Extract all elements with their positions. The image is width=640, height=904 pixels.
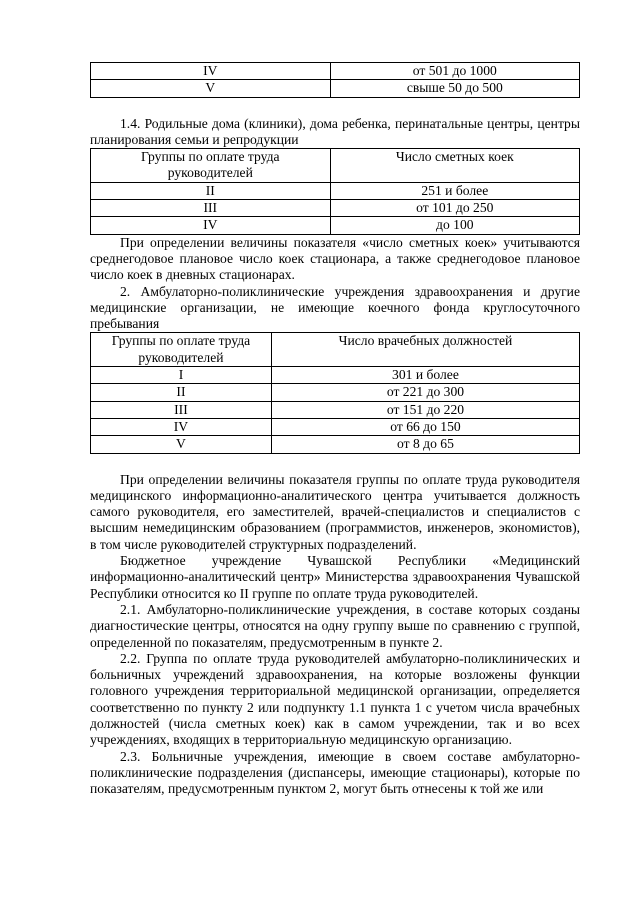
table-cell-group: IV — [91, 418, 272, 435]
header-positions: Число врачебных должностей — [271, 333, 579, 367]
table-row — [91, 200, 580, 217]
table-cell-value: от 101 до 250 — [330, 200, 579, 217]
table-row — [91, 80, 580, 97]
paragraph-2-3: 2.3. Больничные учреждения, имеющие в своем составе амбулаторно-поликлинические подразделения (диспансеры, имеющие стационары), которые по показателям, предусмотренным пунктом 2, могут быть отнесены к той же или — [90, 748, 580, 797]
table-cell-group: V — [91, 436, 272, 453]
maternity-table — [90, 148, 580, 234]
table-cell-group: I — [91, 367, 272, 384]
table-cell-value: от 501 до 1000 — [330, 63, 579, 80]
table-cell-group: V — [91, 80, 331, 97]
table-cell-value: 251 и более — [330, 182, 579, 199]
paragraph-budget-institution: Бюджетное учреждение Чувашской Республики «Медицинский информационно-аналитический центр» Министерства здравоохранения Чувашской Республики относится ко II группе по оплате труда руководителей. — [90, 553, 580, 601]
table-cell-value: от 66 до 150 — [271, 418, 579, 435]
paragraph-2-2: 2.2. Группа по оплате труда руководителей амбулаторно-поликлинических и больничных учреждений здравоохранения, на которые возложены функции головного учреждения территориальной медицинской организации, определяется соответственно по пункту 2 или подпункту 1.1 пункта 1 с учетом числа врачебных должностей (числа сметных коек) как в самом учреждении, так и во всех учреждениях, входящих в территориальную медицинскую организацию. — [90, 650, 580, 748]
table-cell-group: II — [91, 182, 331, 199]
document-page — [90, 62, 580, 797]
table-row — [91, 182, 580, 199]
table-header-row — [91, 149, 580, 183]
table-cell-value: от 221 до 300 — [271, 384, 579, 401]
table-cell-group: II — [91, 384, 272, 401]
table-cell-value: от 151 до 220 — [271, 401, 579, 418]
table-row — [91, 436, 580, 453]
table-row — [91, 418, 580, 435]
header-groups: Группы по оплате труда руководителей — [91, 149, 331, 183]
table-cell-group: III — [91, 401, 272, 418]
table-header-row — [91, 333, 580, 367]
table-row — [91, 367, 580, 384]
section-2-heading: 2. Амбулаторно-поликлинические учреждения здравоохранения и другие медицинские организации, не имеющие коечного фонда круглосуточного пребывания — [90, 283, 580, 332]
paragraph-2-1: 2.1. Амбулаторно-поликлинические учреждения, в составе которых созданы диагностические центры, относятся на одну группу выше по сравнению с группой, определенной по показателям, предусмотренным в пункте 2. — [90, 601, 580, 650]
table-continued — [90, 62, 580, 98]
table-cell-group: IV — [91, 217, 331, 234]
table-cell-value: от 8 до 65 — [271, 436, 579, 453]
table-row — [91, 63, 580, 80]
table-row — [91, 217, 580, 234]
table-row — [91, 384, 580, 401]
section-1-4-heading: 1.4. Родильные дома (клиники), дома ребенка, перинатальные центры, центры планирования семьи и репродукции — [90, 115, 580, 147]
note-beds: При определении величины показателя «число сметных коек» учитываются среднегодовое плановое число коек стационара, а также среднегодовое плановое число коек в дневных стационарах. — [90, 234, 580, 283]
table-cell-value: до 100 — [330, 217, 579, 234]
header-beds: Число сметных коек — [330, 149, 579, 183]
paragraph-mic: При определении величины показателя группы по оплате труда руководителя медицинского информационно-аналитического центра учитывается должность самого руководителя, его заместителей, врачей-специалистов и специалистов с высшим немедицинским образованием (программистов, инженеров, экономистов), в том числе руководителей структурных подразделений. — [90, 471, 580, 552]
outpatient-table — [90, 332, 580, 453]
header-groups: Группы по оплате труда руководителей — [91, 333, 272, 367]
table-row — [91, 401, 580, 418]
table-cell-group: IV — [91, 63, 331, 80]
table-cell-value: 301 и более — [271, 367, 579, 384]
table-cell-value: свыше 50 до 500 — [330, 80, 579, 97]
table-cell-group: III — [91, 200, 331, 217]
